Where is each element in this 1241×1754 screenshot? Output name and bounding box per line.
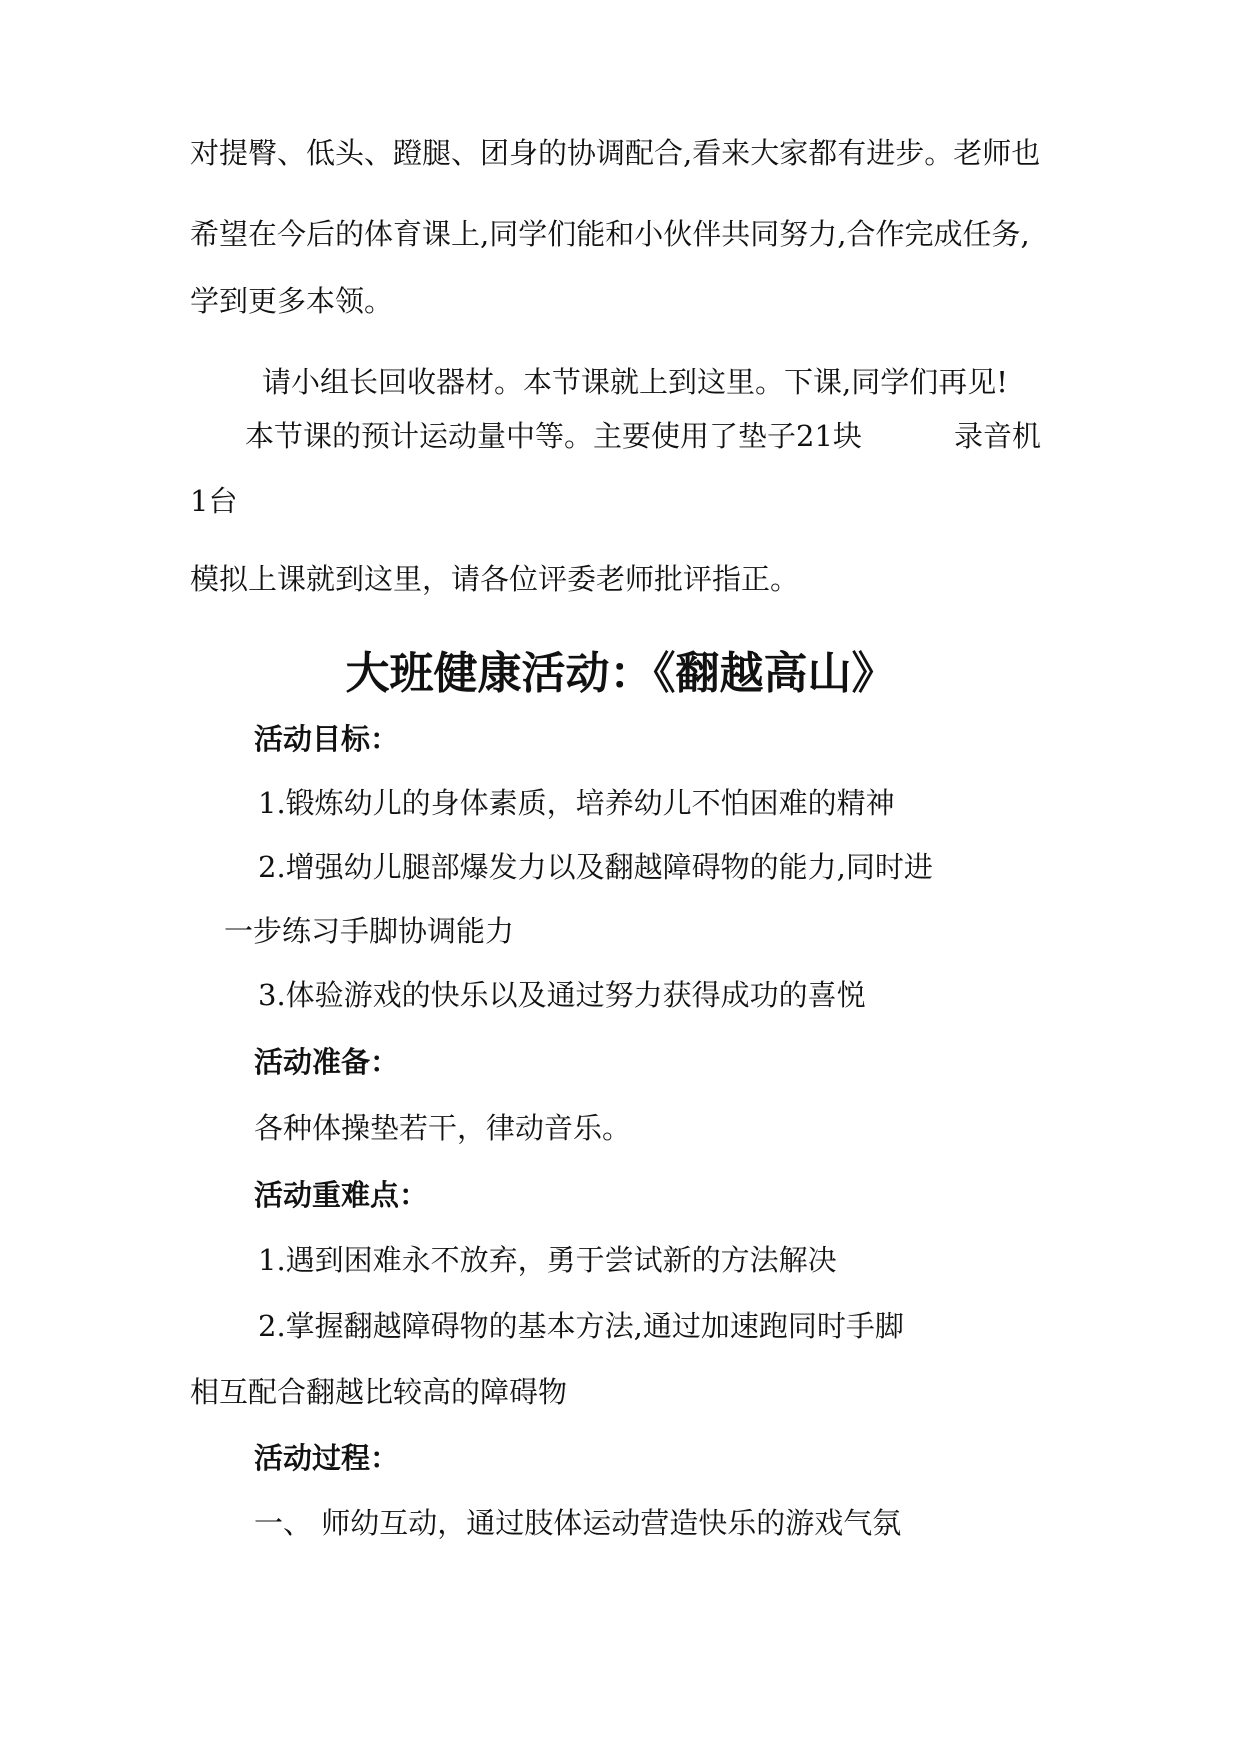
prep-text: 各种体操垫若干，律动音乐。 — [254, 1111, 632, 1145]
paragraph-line: 对提臀、低头、蹬腿、团身的协调配合,看来大家都有进步。老师也 — [190, 136, 1041, 170]
goal-item: 2.增强幼儿腿部爆发力以及翻越障碍物的能力,同时进 — [258, 850, 933, 884]
goal-item-continuation: 一步练习手脚协调能力 — [224, 914, 515, 948]
equipment-line-part-a: 本节课的预计运动量中等。主要使用了垫子21块 — [245, 419, 862, 453]
goals-heading: 活动目标： — [254, 722, 400, 756]
process-step: 一、 师幼互动，通过肢体运动营造快乐的游戏气氛 — [254, 1506, 902, 1540]
goal-item: 1.锻炼幼儿的身体素质，培养幼儿不怕困难的精神 — [258, 786, 895, 820]
process-heading: 活动过程： — [254, 1441, 400, 1475]
paragraph-line: 学到更多本领。 — [190, 284, 394, 318]
goal-item: 3.体验游戏的快乐以及通过努力获得成功的喜悦 — [258, 978, 866, 1012]
lesson-title: 大班健康活动：《翻越高山》 — [345, 648, 896, 699]
paragraph-line: 希望在今后的体育课上,同学们能和小伙伴共同努力,合作完成任务, — [190, 217, 1030, 251]
key-point-continuation: 相互配合翻越比较高的障碍物 — [190, 1375, 568, 1409]
closing-remark: 模拟上课就到这里，请各位评委老师批评指正。 — [190, 562, 800, 596]
key-point-item: 1.遇到困难永不放弃，勇于尝试新的方法解决 — [258, 1243, 837, 1277]
equipment-line-continuation: 1台 — [190, 484, 238, 518]
key-point-item: 2.掌握翻越障碍物的基本方法,通过加速跑同时手脚 — [258, 1309, 904, 1343]
key-points-heading: 活动重难点： — [254, 1178, 429, 1212]
prep-heading: 活动准备： — [254, 1045, 400, 1079]
equipment-line-part-b: 录音机 — [954, 419, 1042, 453]
closing-paragraph: 请小组长回收器材。本节课就上到这里。下课,同学们再见! — [262, 365, 1008, 399]
